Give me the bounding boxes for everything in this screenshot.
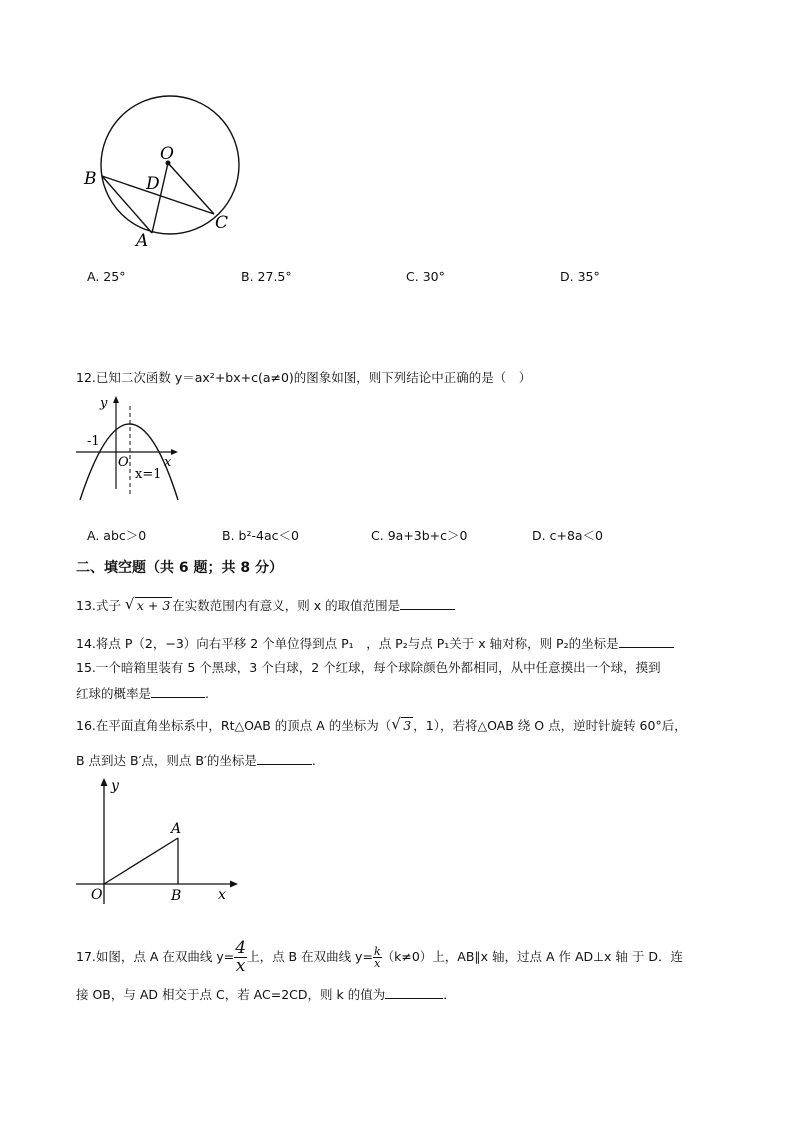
q15-line2: [76, 684, 209, 702]
option-key: B.: [222, 528, 235, 543]
q16-text-after: ，1），若将△OAB 绕 O 点，逆时针旋转 60°后，: [413, 718, 687, 733]
q11-circle-figure: [80, 95, 250, 255]
q12-option-c: [371, 526, 467, 544]
q17-answer-blank[interactable]: [385, 986, 443, 999]
q12-stem: 12.已知二次函数 y＝ax²+bx+c(a≠0)的图象如图，则下列结论中正确的是（ ）: [76, 370, 532, 385]
q16-radical: [391, 717, 413, 733]
option-text: 35°: [577, 269, 600, 284]
x-axis-arrow: [171, 449, 178, 455]
q17-fraction-4-over-x: [234, 940, 247, 975]
radical-sign-icon: √: [391, 715, 401, 733]
option-text: c+8a＜0: [549, 528, 604, 543]
q16-radicand: 3: [403, 718, 412, 733]
option-key: D.: [532, 528, 546, 543]
q16-triangle-figure: [74, 776, 244, 906]
q13-radicand: x + 3: [136, 598, 171, 613]
option-text: 30°: [422, 269, 445, 284]
label-y: y: [111, 778, 119, 794]
q17-text-before-blank: 接 OB，与 AD 相交于点 C，若 AC=2CD，则 k 的值为: [76, 987, 386, 1002]
label-minus-one: -1: [87, 434, 100, 449]
q14-line: [76, 634, 674, 652]
q17-line2: [76, 985, 456, 1003]
q14-text: 14.将点 P（2，−3）向右平移 2 个单位得到点 P₁ ，点 P₂与点 P₁关于 x 轴对称，则 P₂的坐标是: [76, 636, 619, 651]
q12-parabola-figure: [74, 394, 184, 504]
q16-line1: [76, 716, 687, 734]
label-a: A: [136, 231, 149, 251]
section-heading: 二、填空题（共 6 题；共 8 分）: [76, 560, 283, 576]
q12-option-a: [87, 526, 146, 544]
q11-option-c: [406, 269, 445, 284]
x-axis-arrow: [230, 881, 238, 888]
q13-answer-blank[interactable]: [400, 597, 455, 610]
q16-answer-blank[interactable]: [257, 752, 312, 765]
label-b: B: [171, 888, 182, 904]
q17-text-a: 17.如图，点 A 在双曲线 y=: [76, 949, 235, 964]
label-x: x: [218, 887, 226, 903]
radical-sign-icon: √: [124, 595, 135, 613]
q13-radical: [125, 597, 172, 613]
q17-text-c: （k≠0）上，AB∥x 轴，过点 A 作 AD⊥x 轴 于 D．连: [381, 949, 684, 964]
option-text: 9a+3b+c＞0: [387, 528, 468, 543]
q16-text-before: 16.在平面直角坐标系中，Rt△OAB 的顶点 A 的坐标为（: [76, 718, 392, 733]
q17-text-after-blank: ．: [443, 987, 456, 1002]
label-o: O: [160, 144, 174, 164]
label-origin: O: [118, 455, 129, 470]
option-key: A.: [87, 269, 100, 284]
option-key: C.: [371, 528, 384, 543]
option-text: 25°: [103, 269, 126, 284]
q12-option-b: [222, 526, 299, 544]
frac-numerator: 4: [235, 938, 247, 958]
option-key: D.: [560, 269, 574, 284]
frac-numerator: k: [373, 945, 381, 958]
y-axis-arrow: [101, 778, 108, 786]
q17-fraction-k-over-x: [373, 946, 382, 969]
q16-line2: [76, 751, 316, 769]
q11-option-d: [560, 269, 600, 284]
label-axis-eq: x=1: [135, 467, 162, 482]
q11-option-a: [87, 269, 125, 284]
q15-text-after: .: [205, 686, 209, 701]
q15-answer-blank[interactable]: [151, 685, 205, 698]
segment-oa: [104, 838, 178, 884]
option-text: abc＞0: [103, 528, 147, 543]
label-x: x: [164, 455, 172, 470]
label-a: A: [171, 821, 182, 837]
q14-answer-blank[interactable]: [619, 635, 674, 648]
option-key: C.: [406, 269, 419, 284]
option-text: b²-4ac＜0: [238, 528, 299, 543]
label-y: y: [100, 396, 108, 411]
q15-text-before: 红球的概率是: [76, 686, 152, 701]
q16-text-after-blank: .: [311, 753, 316, 768]
option-key: A.: [87, 528, 100, 543]
q12-option-d: [532, 526, 603, 544]
label-c: C: [215, 213, 229, 233]
label-o: O: [91, 887, 103, 903]
q11-option-b: [241, 269, 292, 284]
label-d: D: [146, 174, 160, 194]
q15-line1: 15.一个暗箱里装有 5 个黑球，3 个白球，2 个红球，每个球除颜色外都相同，从中任意摸出一个球，摸到: [76, 660, 661, 675]
q13-text-before: 13.式子: [76, 598, 125, 613]
q13-text-after: 在实数范围内有意义，则 x 的取值范围是: [172, 598, 401, 613]
label-b: B: [84, 169, 97, 189]
q17-line1: [76, 940, 683, 975]
q16-text-before-blank: B 点到达 B′点，则点 B′的坐标是: [76, 753, 257, 768]
frac-denominator: x: [374, 957, 381, 970]
q13-line: [76, 596, 455, 614]
frac-denominator: x: [235, 956, 246, 976]
option-key: B.: [241, 269, 254, 284]
q17-text-b: 上，点 B 在双曲线 y=: [247, 949, 373, 964]
option-text: 27.5°: [257, 269, 292, 284]
y-axis-arrow: [113, 396, 119, 403]
